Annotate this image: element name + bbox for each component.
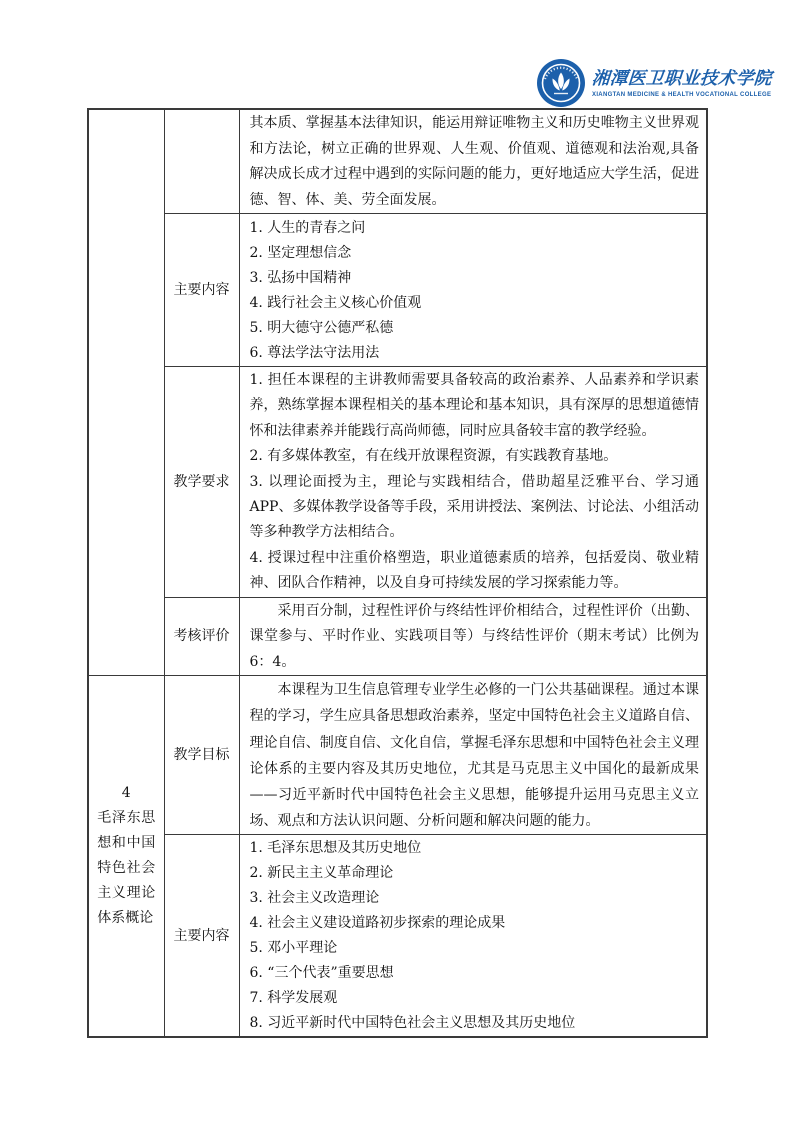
course4-title: 毛泽东思想和中国特色社会主义理论体系概论 — [97, 810, 156, 927]
list-item: 4. 授课过程中注重价格塑造，职业道德素质的培养，包括爱岗、敬业精神、团队合作精神，以及自身可持续发展的学习探索能力等。 — [249, 549, 699, 592]
list-item: 2. 新民主主义革命理论 — [249, 865, 394, 882]
list-item: 5. 明大德守公德严私德 — [249, 320, 394, 336]
list-item: 8. 习近平新时代中国特色社会主义思想及其历史地位 — [249, 1015, 576, 1032]
course-title-cell-empty — [88, 109, 164, 676]
list-item: 6. 尊法学法守法用法 — [249, 345, 380, 361]
list-item: 1. 担任本课程的主讲教师需要具备较高的政治素养、人品素养和学识素养，熟练掌握本课程相关的基本理论和基本知识，具有深厚的思想道德情怀和法律素养并能践行高尚师德，同时应具备较丰富的教学经验。 — [249, 372, 699, 439]
college-emblem-icon — [537, 59, 585, 107]
row-main-content-1 — [88, 214, 707, 367]
college-logo — [537, 59, 772, 107]
list-item: 3. 以理论面授为主，理论与实践相结合，借助超星泛雅平台、学习通 APP、多媒体教学设备等手段，采用讲授法、案例法、讨论法、小组活动等多种教学方法相结合。 — [249, 473, 699, 541]
objectives-text: 本课程为卫生信息管理专业学生必修的一门公共基础课程。通过本课程的学习，学生应具备思想政治素养，坚定中国特色社会主义道路自信、理论自信、制度自信、文化自信，掌握毛泽东思想和中国特色社会主义理论体系的主要内容及其历史地位，尤其是马克思主义中国化的最新成果——习近平新时代中国特色社会主义思想，能够提升运用马克思主义立场、观点和方法认识问题、分析问题和解决问题的能力。 — [239, 676, 707, 835]
list-item: 4. 社会主义建设道路初步探索的理论成果 — [249, 915, 506, 932]
row-label-cell-empty — [164, 109, 239, 214]
main-content2-list — [239, 835, 707, 1038]
main-content-list — [239, 214, 707, 367]
assessment-text: 采用百分制，过程性评价与终结性评价相结合，过程性评价（出勤、课堂参与、平时作业、实践项目等）与终结性评价（期末考试）比例为 6：4。 — [239, 597, 707, 676]
teaching-requirements-list — [239, 367, 707, 598]
row-course4-objectives — [88, 676, 707, 835]
list-item: 5. 邓小平理论 — [249, 940, 338, 957]
college-name-block — [592, 59, 772, 98]
list-item: 3. 弘扬中国精神 — [249, 270, 352, 286]
list-item: 7. 科学发展观 — [249, 990, 338, 1007]
college-name-zh: 湘潭医卫职业技术学院 — [591, 69, 773, 89]
course4-title-cell — [88, 676, 164, 1038]
college-name-en: XIANGTAN MEDICINE & HEALTH VOCATIONAL COLLEGE — [592, 92, 772, 98]
objective-tail-text: 其本质、掌握基本法律知识，能运用辩证唯物主义和历史唯物主义世界观和方法论，树立正确的世界观、人生观、价值观、道德观和法治观,具备解决成长成才过程中遇到的实际问题的能力，更好地适应大学生活，促进德、智、体、美、劳全面发展。 — [239, 109, 707, 214]
main-content-label: 主要内容 — [164, 214, 239, 367]
main-content2-label: 主要内容 — [164, 835, 239, 1038]
row-assessment — [88, 597, 707, 676]
teaching-requirements-label: 教学要求 — [164, 367, 239, 598]
assessment-label: 考核评价 — [164, 597, 239, 676]
list-item: 3. 社会主义改造理论 — [249, 890, 380, 907]
list-item: 1. 人生的青春之问 — [249, 220, 366, 236]
list-item: 2. 有多媒体教室，有在线开放课程资源，有实践教育基地。 — [249, 448, 618, 465]
list-item: 1. 毛泽东思想及其历史地位 — [249, 840, 422, 857]
row-main-content-2 — [88, 835, 707, 1038]
row-teaching-requirements — [88, 367, 707, 598]
objectives-label: 教学目标 — [164, 676, 239, 835]
course-syllabus-table — [87, 108, 708, 1038]
course4-number: 4 — [121, 785, 131, 802]
list-item: 2. 坚定理想信念 — [249, 245, 352, 261]
list-item: 4. 践行社会主义核心价值观 — [249, 295, 422, 311]
row-objective-tail — [88, 109, 707, 214]
list-item: 6. “三个代表”重要思想 — [249, 965, 394, 982]
